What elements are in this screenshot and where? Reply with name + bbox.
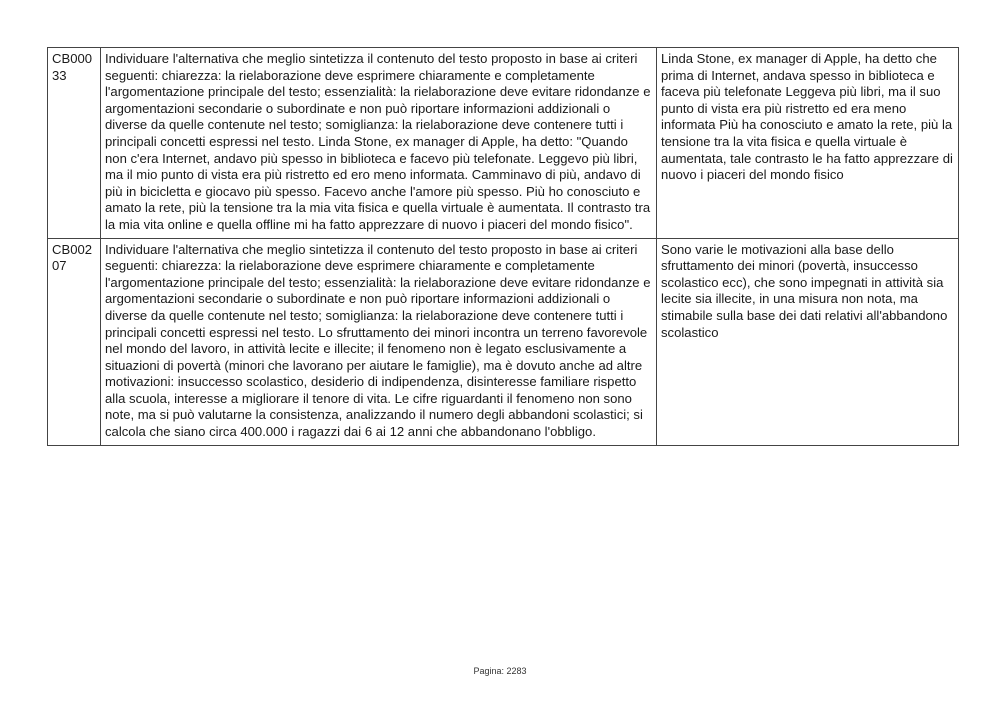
question-sheet (47, 47, 958, 446)
table-row (48, 48, 959, 239)
question-text: Individuare l'alternativa che meglio sintetizza il contenuto del testo proposto in base ai criteri seguenti: chiarezza: la rielaborazione deve esprimere chiaramente e completamente l'argomentazione principale del testo; essenzialità: la rielaborazione deve evitare ridondanze e argomentazioni secondarie o subordinate e non può riportare informazioni addizionali o diverse da quelle contenute nel testo; somiglianza: la rielaborazione deve contenere tutti i principali concetti espressi nel testo. Lo sfruttamento dei minori incontra un terreno favorevole nel mondo del lavoro, in attività lecite e illecite; il fenomeno non è legato esclusivamente a situazioni di povertà (minori che lavorano per aiutare le famiglie), ma è dovuto anche ad altre motivazioni: insuccesso scolastico, desiderio di indipendenza, disinteresse familiare rispetto alla scuola, interesse a migliorare il tenore di vita. Le cifre riguardanti il fenomeno non sono note, ma si può valutarne la consistenza, analizzando il numero degli abbandoni scolastici; si calcola che siano circa 400.000 i ragazzi dai 6 ai 12 anni che abbandonano l'obbligo. (101, 238, 657, 445)
table-row (48, 238, 959, 445)
page-number: Pagina: 2283 (473, 666, 527, 676)
question-code: CB000 33 (48, 48, 101, 239)
questions-table (47, 47, 959, 446)
answer-text: Sono varie le motivazioni alla base dello sfruttamento dei minori (povertà, insuccesso scolastico ecc), che sono impegnati in attività sia lecite sia illecite, in una misura non nota, ma stimabile sulla base dei dati relativi all'abbandono scolastico (657, 238, 959, 445)
answer-text: Linda Stone, ex manager di Apple, ha detto che prima di Internet, andava spesso in biblioteca e faceva più telefonate Leggeva più libri, ma il suo punto di vista era più ristretto ed era meno informata Più ha conosciuto e amato la rete, più la tensione tra la vita fisica e quella virtuale è aumentata, tale contrasto le ha fatto apprezzare di nuovo i piaceri del mondo fisico (657, 48, 959, 239)
question-text: Individuare l'alternativa che meglio sintetizza il contenuto del testo proposto in base ai criteri seguenti: chiarezza: la rielaborazione deve esprimere chiaramente e completamente l'argomentazione principale del testo; essenzialità: la rielaborazione deve evitare ridondanze e argomentazioni secondarie o subordinate e non può riportare informazioni addizionali o diverse da quelle contenute nel testo; somiglianza: la rielaborazione deve contenere tutti i principali concetti espressi nel testo. Linda Stone, ex manager di Apple, ha detto: "Quando non c'era Internet, andavo più spesso in biblioteca e facevo più telefonate. Leggevo più libri, ma il mio punto di vista era più ristretto ed ero meno informata. Camminavo di più, andavo di più in bicicletta e giocavo più spesso. Facevo anche l'amore più spesso. Più ho conosciuto e amato la rete, più la tensione tra la mia vita fisica e quella virtuale è aumentata. Il contrasto tra la mia vita online e quella offline mi ha fatto apprezzare di nuovo i piaceri del mondo fisico". (101, 48, 657, 239)
question-code: CB002 07 (48, 238, 101, 445)
